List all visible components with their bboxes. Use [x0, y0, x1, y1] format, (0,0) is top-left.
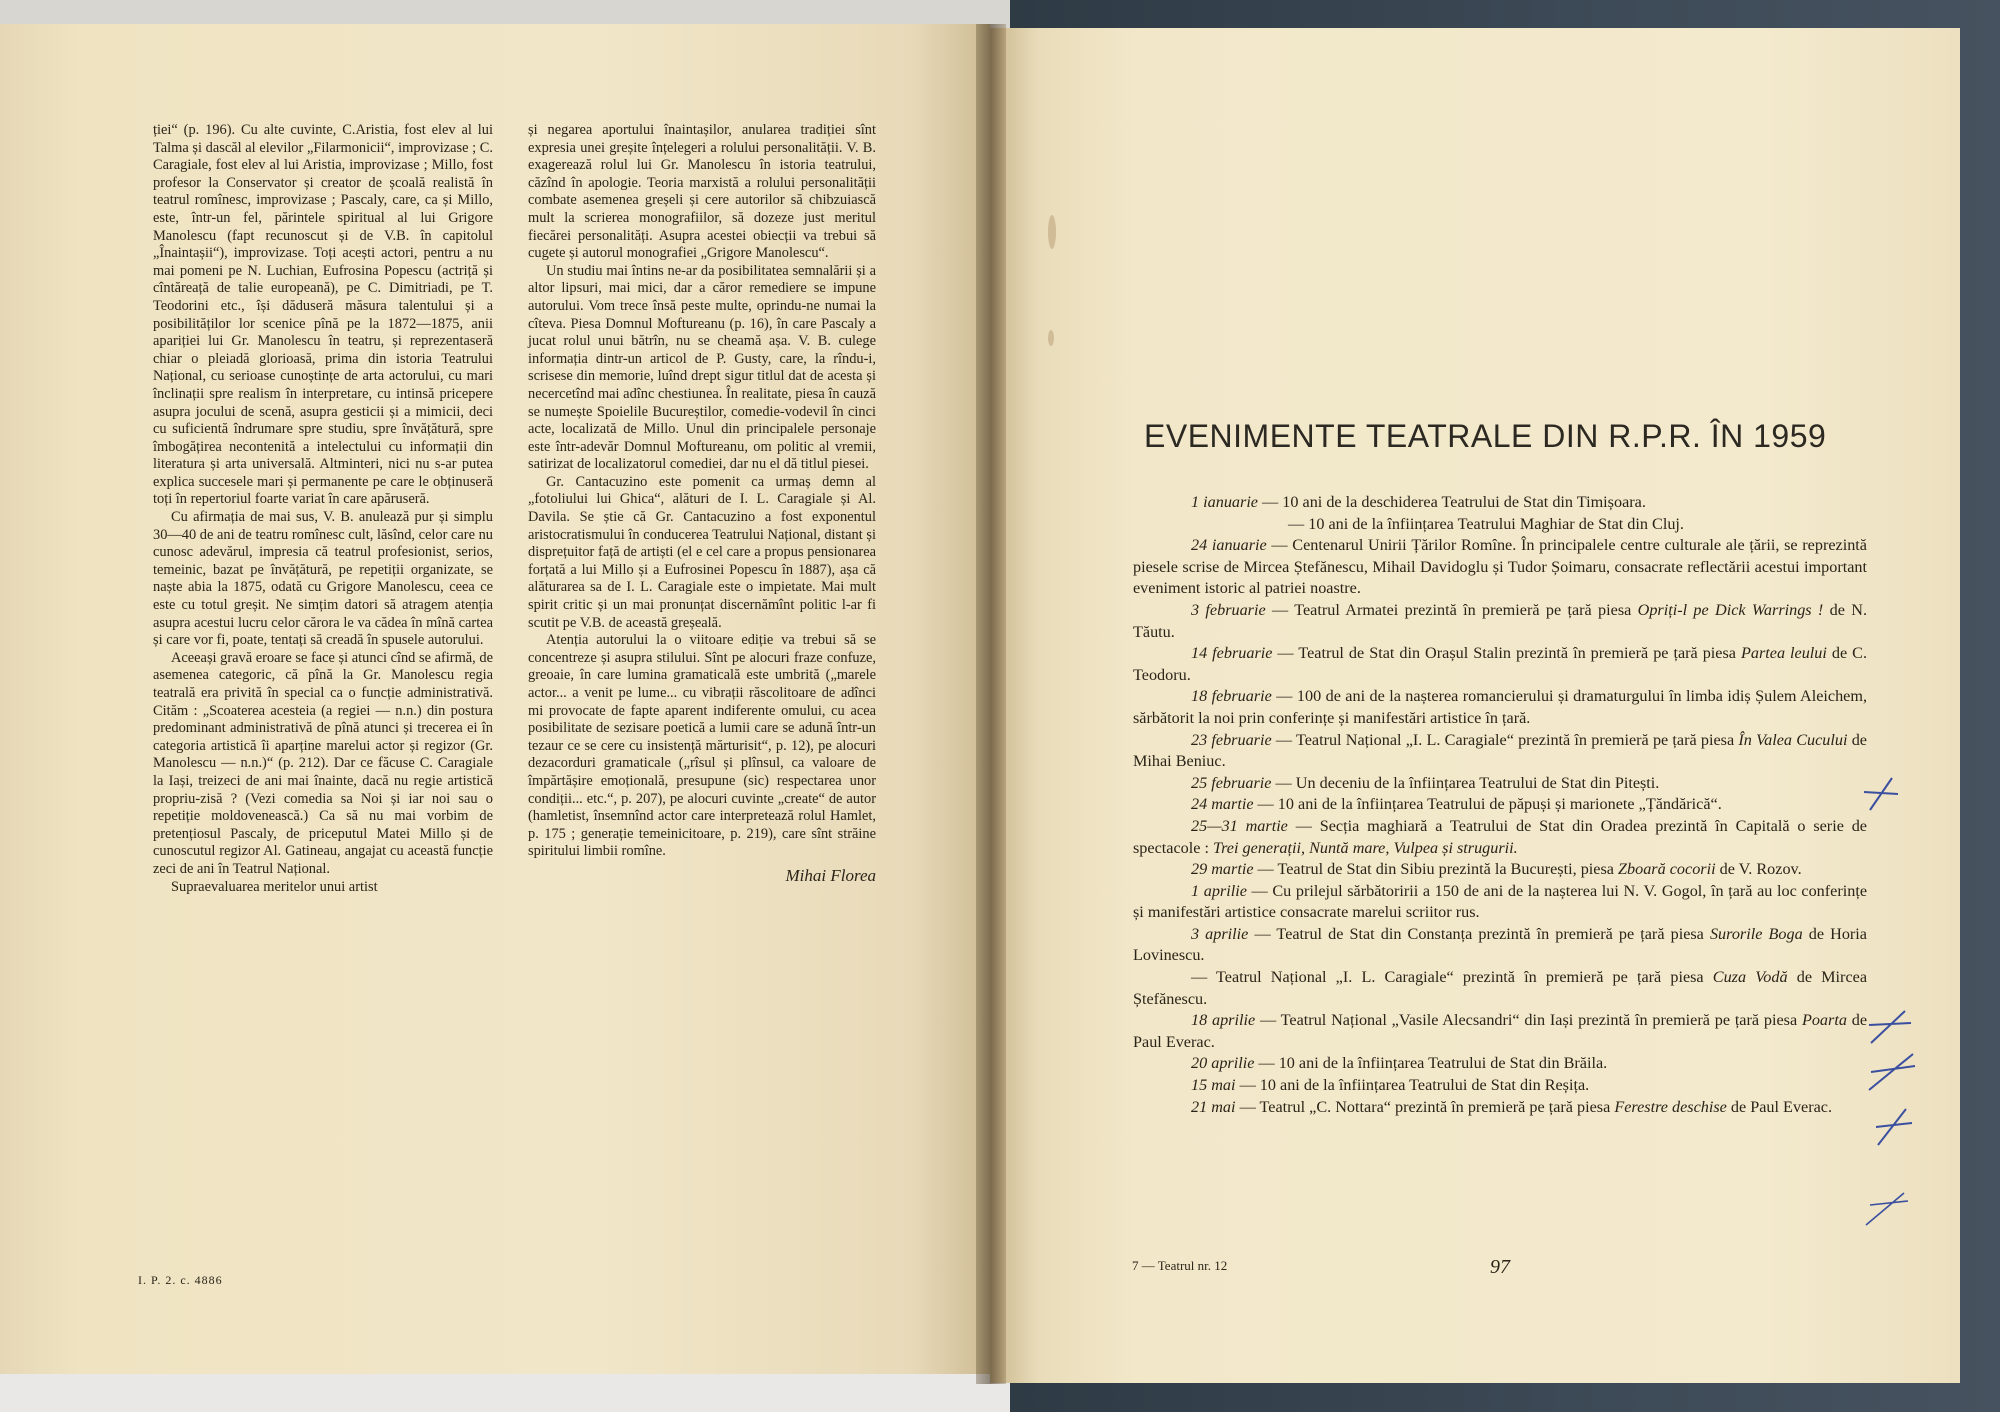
pen-mark-icon — [1865, 1050, 1920, 1095]
event-date: 24 ianuarie — [1191, 536, 1267, 555]
event-author: de Mircea Ștefănescu. — [1133, 968, 1867, 1008]
play-title: Zboară cocorii — [1618, 860, 1716, 879]
event-text: — 10 ani de la înființarea Teatrului de Stat din Reșița. — [1235, 1076, 1590, 1095]
event-text: — Teatrul Armatei prezintă în premieră pe țară piesa — [1265, 600, 1638, 619]
paragraph: Cu afirmația de mai sus, V. B. anulează pur și simplu 30—40 de ani de teatru romînesc cult, lăsînd, celor care nu cunosc adevărul, impresia că teatrul profesionist, serios, temeinic, bazat pe învățătură, pe repetiții organizate, se naște abia la 1875, odată cu Grigore Manolescu, ceea ce este cu totul greșit. Ne simțim datori să atragem atenția asupra acestui lucru celor cărora le va cădea în mînă cartea și care vor fi, poate, tentați să creadă în spusele autorului. — [153, 509, 493, 649]
event-entry — [1133, 881, 1867, 924]
events-list — [1133, 492, 1867, 1118]
event-date: 15 mai — [1191, 1076, 1236, 1095]
event-date: 20 aprilie — [1191, 1054, 1255, 1073]
event-entry — [1133, 859, 1867, 881]
event-author: de Mihai Beniuc. — [1133, 730, 1867, 771]
event-date: 23 februarie — [1191, 730, 1272, 749]
event-entry — [1133, 686, 1867, 729]
event-entry — [1133, 535, 1867, 600]
play-title: Partea leului — [1740, 644, 1827, 663]
event-date: 14 februarie — [1191, 644, 1273, 663]
magazine-issue-label: 7 — Teatrul nr. 12 — [1132, 1258, 1228, 1273]
event-entry — [1133, 492, 1867, 514]
event-text: — Secția maghiară a Teatrului de Stat din Oradea prezintă în Capitală o serie de spectacole : — [1133, 816, 1867, 857]
event-text: — 10 ani de la înființarea Teatrului de păpuși și marionete „Țăndărică“. — [1253, 795, 1722, 814]
event-entry — [1133, 730, 1867, 773]
paragraph: și negarea aportului înaintașilor, anularea tradiției sînt expresia unei greșite înțelegeri a rolului personalității. V. B. exagerează rolul lui Gr. Manolescu în istoria teatrului, căzînd în apologie. Teoria marxistă a rolului personalității combate asemenea greșeli și cere autorilor să chibzuiască mult la scrierea monografiilor, să dozeze just meritul fiecărei personalități. Asupra acestei obiecții va trebui să cugete și autorul monografiei „Grigore Manolescu“. — [528, 122, 876, 262]
event-date: 1 aprilie — [1191, 881, 1247, 900]
event-entry — [1133, 1053, 1867, 1075]
event-text: — Teatrul Național „Vasile Alecsandri“ din Iași prezintă în premieră pe țară piesa — [1255, 1011, 1802, 1030]
event-text: — Centenarul Unirii Țărilor Romîne. În principalele centre culturale ale țării, se reprezintă piesele scrise de Mircea Ștefănescu, Mihail Davidoglu și Tudor Șoimaru, consacrate reflectării acestui important eveniment istoric al patriei noastre. — [1133, 536, 1867, 598]
event-entry — [1133, 1075, 1867, 1097]
event-text: — Teatrul de Stat din Orașul Stalin prezintă în premieră pe țară piesa — [1272, 644, 1741, 663]
book-gutter — [976, 24, 1006, 1384]
paragraph: Aceeași gravă eroare se face și atunci cînd se afirmă, de asemenea categoric, că pînă la Gr. Manolescu regia teatrală era privită în special ca o funcție administrativă. Cităm : „Scoaterea acesteia (a regiei — n.n.) din postura predominant administrativă de pînă atunci și trecerea ei în categoria artistică îi aparține marelui actor și regizor (Gr. Manolescu — n.n.)“ (p. 212). Dar ce făcuse C. Caragiale la Iași, treizeci de ani mai înainte, dacă nu regie artistică propriu-zisă ? (Vezi comedia sa Noi și iar noi sau o repetiție moldovenească.) Ca să nu mai vorbim de pretențiosul Pascaly, de priceputul Matei Millo și de cunoscutul regizor Al. Gatineau, angajat cu această funcție zeci de ani în Teatrul Național. — [153, 649, 493, 877]
event-entry — [1133, 794, 1867, 816]
play-title: Ferestre deschise — [1614, 1097, 1727, 1116]
paragraph: Atenția autorului la o viitoare ediție va trebui să se concentreze și asupra stilului. Sînt pe alocuri fraze confuze, greoaie, în care lumina gramaticală este umbrită („marele actor... a venit pe lume... cu vibrații răscolitoare de adînci mi provocate de fapte aparent indiferente omului, cu acea posibilitate de sezisare poetică a lumii care se adună într-un tezaur ce se cere cu insistență mărturisit“, p. 12), pe alocuri dezacorduri gramaticale („rîsul și plînsul, ca valoare de împărtășire emoțională, presupune (sic) respectarea unor condiții... etc.“, p. 207), pe alocuri cuvinte „create“ de autor (hamletist, însemnînd actor care interpretează rolul Hamlet, p. 175 ; generație temeinicitoare, p. 219), care sînt străine spiritului limbii romîne. — [528, 632, 876, 860]
pen-mark-icon — [1862, 770, 1902, 820]
event-date: 3 aprilie — [1191, 924, 1249, 943]
paper-stain — [1048, 330, 1054, 346]
event-text: — Un deceniu de la înființarea Teatrului de Stat din Pitești. — [1271, 773, 1660, 792]
paragraph: Un studiu mai întins ne-ar da posibilitatea semnalării și a altor lipsuri, mai mici, dar a căror remediere se impune autorului. Vom trece însă peste multe, oprindu-ne numai la cîteva. Piesa Domnul Moftureanu (p. 16), în care Pascaly a jucat rolul unui bătrîn, nu se cheamă așa. V. B. culege informația dintr-un articol de P. Gusty, care, la rîndu-i, scrisese din memorie, luînd drept sigur titlul dat de acesta și necercetînd mai adînc chestiunea. În realitate, piesa în cauză se numește Spoielile Bucureștilor, comedie-vodevil în cinci acte, localizată de Millo. Unul din principalele personaje este într-adevăr Domnul Moftureanu, om politic al vremii, satirizat de localizatorul comediei, dar nu el dă titlul piesei. — [528, 262, 876, 473]
paragraph: Supraevaluarea meritelor unui artist — [171, 878, 378, 895]
page-number: 97 — [1490, 1256, 1510, 1278]
event-date: 25 februarie — [1191, 773, 1272, 792]
event-text: — Teatrul „C. Nottara“ prezintă în premieră pe țară piesa — [1235, 1097, 1615, 1116]
pen-mark-icon — [1860, 1185, 1910, 1230]
event-author: de C. Teodoru. — [1133, 644, 1868, 684]
event-entry — [1133, 1097, 1867, 1119]
paragraph: ției“ (p. 196). Cu alte cuvinte, C.Aristia, fost elev al lui Talma și dascăl al elevilor „Filarmonicii“, improvizase ; C. Caragiale, fost elev al lui Aristia, improvizase ; Millo, fost profesor la Conservator și creator de școală realistă în teatrul romînesc, improvizase ; Pascaly, care, ca și Millo, este, într-un fel, părintele spiritual al lui Grigore Manolescu (fapt recunoscut și de V.B. în capitolul „Înaintașii“), improvizase. Toți acești actori, pentru a nu mai pomeni pe N. Luchian, Eufrosina Popescu (actriță și cîntăreață de talie europeană), pe C. Dimitriadi, pe T. Teodorini etc., își dăduseră măsura talentului și a posibilităților lor scenice pînă pe la 1872—1875, anii apariției lui Gr. Manolescu în teatru, și reprezentaseră chiar o pleiadă glorioasă, prima din istoria Teatrului Național, cu serioase cunoștințe de arta actorului, cu mari înclinații spre realism în interpretare, cu intinsă pricepere asupra jocului de scenă, asupra gesticii și a mimicii, deci cu suficientă îndrumare spre studiu, spre învățătură, spre îmbogățirea necontenită a intelectului cu informații din literatura și arta universală. Altminteri, nici nu s-ar putea explica succesele mari și permanente pe care le obținuseră toți în repertoriul foarte variat în care apăruseră. — [153, 122, 493, 508]
author-signature: Mihai Florea — [785, 865, 876, 885]
event-date: 21 mai — [1191, 1097, 1236, 1116]
event-text: — Teatrul de Stat din Sibiu prezintă la București, piesa — [1253, 860, 1619, 879]
play-title: Trei generații, Nuntă mare, Vulpea și strugurii. — [1213, 838, 1518, 857]
pen-mark-icon — [1865, 1005, 1915, 1050]
event-text: — 10 ani de la înființarea Teatrului de Stat din Brăila. — [1254, 1054, 1608, 1073]
event-date: 29 martie — [1191, 860, 1254, 879]
event-text: — Teatrul de Stat din Constanța prezintă în premieră pe țară piesa — [1248, 924, 1710, 943]
event-date: 18 aprilie — [1191, 1011, 1256, 1030]
event-entry — [1133, 600, 1867, 643]
page-title: EVENIMENTE TEATRALE DIN R.P.R. ÎN 1959 — [1144, 418, 1827, 454]
event-date: 18 februarie — [1191, 687, 1272, 706]
event-author: de Paul Everac. — [1726, 1097, 1833, 1116]
event-author: de V. Rozov. — [1715, 860, 1802, 879]
event-text: — 100 de ani de la nașterea romancierului și dramaturgului în limba idiș Șulem Aleichem, sărbătorit la noi prin conferințe și manifestări artistice în țară. — [1133, 687, 1867, 727]
event-entry — [1133, 1010, 1867, 1053]
event-text: — Cu prilejul sărbătoririi a 150 de ani de la nașterea lui N. V. Gogol, în țară au loc conferințe și manifestări artistice consacrate marelui scriitor rus. — [1133, 881, 1867, 922]
event-date: 3 februarie — [1191, 600, 1266, 619]
event-author: de N. Tăutu. — [1133, 600, 1867, 641]
play-title: În Valea Cucului — [1738, 730, 1848, 749]
left-column-1 — [153, 122, 493, 896]
event-entry — [1133, 514, 1867, 536]
event-entry — [1133, 967, 1867, 1010]
pen-mark-icon — [1870, 1105, 1915, 1150]
left-column-2 — [528, 122, 876, 885]
play-title: Opriți-l pe Dick Warrings ! — [1637, 600, 1824, 619]
play-title: Cuza Vodă — [1712, 968, 1788, 987]
event-author: de Horia Lovinescu. — [1133, 924, 1867, 965]
printer-code: I. P. 2. c. 4886 — [138, 1273, 223, 1287]
event-entry — [1133, 773, 1867, 795]
event-entry — [1133, 643, 1867, 686]
event-text: — Teatrul Național „I. L. Caragiale“ prezintă în premieră pe țară piesa — [1191, 968, 1713, 987]
play-title: Surorile Boga — [1709, 924, 1803, 943]
event-text: — 10 ani de la înființarea Teatrului Maghiar de Stat din Cluj. — [1288, 514, 1684, 533]
event-author: de Paul Everac. — [1133, 1011, 1868, 1051]
event-entry — [1133, 924, 1867, 967]
event-entry — [1133, 816, 1867, 859]
paper-stain — [1048, 215, 1056, 249]
event-date: 25—31 martie — [1191, 816, 1288, 835]
event-text: — 10 ani de la deschiderea Teatrului de Stat din Timișoara. — [1258, 493, 1646, 511]
play-title: Poarta — [1801, 1011, 1847, 1030]
event-date: 1 ianuarie — [1191, 493, 1258, 511]
event-text: — Teatrul Național „I. L. Caragiale“ prezintă în premieră pe țară piesa — [1271, 730, 1739, 749]
paragraph: Gr. Cantacuzino este pomenit ca urmaș demn al „fotoliului lui Ghica“, alături de I. L. Caragiale și Al. Davila. Se știe că Gr. Cantacuzino a fost exponentul aristocratismului în conducerea Teatrului Național, distant și disprețuitor față de artiști (el e cel care a propus pensionarea forțată a lui Millo și a Eufrosinei Popescu în 1887), așa că alăturarea sa de I. L. Caragiale este o impietate. Mai mult spirit critic și un mai pronunțat discernămînt politic l-ar fi scutit pe V.B. de această greșeală. — [528, 473, 876, 631]
event-date: 24 martie — [1191, 795, 1254, 814]
